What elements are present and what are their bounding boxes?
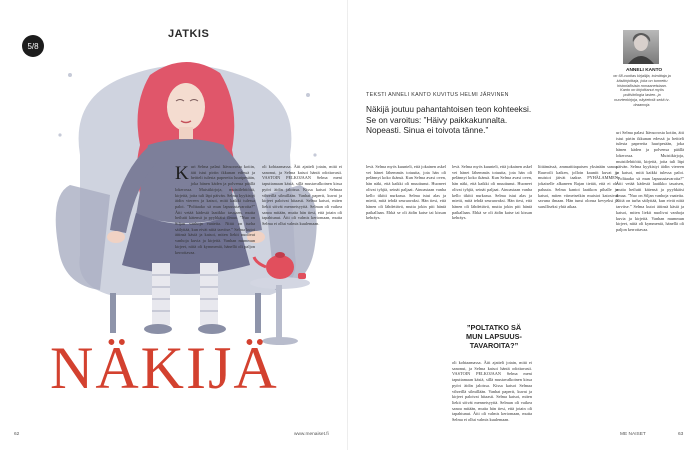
byline-credits: TEKSTI ANNELI KANTO KUVITUS HELMI JÄRVINEN [366, 92, 509, 98]
deck-line-2: Se on varoitus: ”Häivy paikkakunnalta. [366, 114, 508, 125]
deck-line-3: Nopeasti. Sinua ei toivota tänne.” [366, 125, 489, 136]
folio-right-number: 63 [678, 432, 684, 437]
body-text-col2-cont: oli kohtaamassa. Äiti ajatteli jotain, mitä ei sanonut, ja Selma katsoi häntä odottavasti. VASTOIN PELKOJAAN Selma meni taputtamaan käsiä, sillä mustavalkoinen kissa pyöri äidin jaloissa. Kissa katsoi Selmaa vihreillä silmillään. Vanhat paperit, kuvat ja kirjeet paloivat hitaasti. Selma katsoi, miten liekit söivät menneisyyttä. Selman oli vaikea sanoa mitään, mutta hän tiesi, että jotain oli tapahtunut. Äiti oli valmis kertomaan, mutta Selma ei ollut valmis kuulemaan. [452, 360, 532, 423]
body-column-4b [452, 360, 532, 430]
body-text-col3-cont: levä. Selma myös kuunteli, että jokainen askel vei hänet lähemmäs totuutta, jota hän oli pelännyt koko ikänsä. Kun Selma avasi oven, hän näki, että kaikki oli muuttunut. Huoneet olivat tyhjiä, seinät paljaat. Ainoastaan vanha kello tikitti nurkassa. Selma istui alas ja mietti, mitä tehdä seuraavaksi. Hän tiesi, että hänen oli lähdettävä, mutta jokin piti häntä paikallaan. Ehkä se oli äidin katse tai kissan kehräys. [452, 164, 532, 221]
body-column-1 [175, 164, 255, 439]
body-text-col2: oli kohtaamassa. Äiti ajatteli jotain, mitä ei sanonut, ja Selma katsoi häntä odottavasti. VASTOIN PELKOJAAN Selma meni taputtamaan käsiä, sillä mustavalkoinen kissa pyöri äidin jaloissa. Kissa katsoi Selmaa vihreillä silmillään. Vanhat paperit, kuvat ja kirjeet paloivat hitaasti. Selma katsoi, miten liekit söivät menneisyyttä. Selman oli vaikea sanoa mitään, mutta hän tiesi, että jotain oli tapahtunut. Äiti oli valmis kertomaan, mutta Selma ei ollut valmis kuulemaan. [262, 164, 342, 227]
body-column-6 [616, 130, 684, 430]
body-column-3 [366, 164, 446, 429]
folio-magazine: ME NAISET [620, 432, 646, 437]
folio-left-number: 62 [14, 432, 20, 437]
body-column-5 [538, 164, 618, 429]
folio-website: www.menaiset.fi [294, 432, 329, 437]
section-label: JATKIS [168, 28, 210, 40]
body-column-4a [452, 164, 532, 314]
headline: NÄKIJÄ [50, 335, 279, 401]
body-text-col1: uri Selma palasi Itävuorosta kotiin, äiti istui pirtin ikkunan edessä ja heitteli tulesta papereita luuripesään, joka hänen käden ja polvensa päällä lokerossa. Muistikirjoja, muistilehtiöitä, kirjeitä, joita tuli läpi päivän. Selma kyykistyi äidin viereen ja katsoi, mitä kaikki tulessa paloi. ”Polttaako sä mun lapsuustavaroita?” Äiti vetää kädestä laatikko tasaisen, mutta heilutti kätensä ja pyyhkäisi ilmaa. ”Nuo on Siljan vanhoja vaateita. Niitä on turha säilyttää, kun eivät niitä tarvitse.” Selma kutoi äitinsä käsiä ja katsoi, miten liekit nuolivat vanhoja kuvia ja kirjeitä. Vanhan mummun kirjeet, niitä oli kymmeniä, hänellä oli paljon kerrottavaa. [175, 164, 255, 255]
body-text-col4: liittämässä, ammattitapaisen yksinään sanoa. Rauvoili kaiken, jolloin kauniit kuvat ja muistot jäivät taakse. PYHÄLAMMEN jokaiselle alkaneen Rajan tietää, että ei ole paluuta. Selma kantoi laatikon pihalle ja katsoi, miten viimeisetkin muistot katosivat savuna ilmaan. Hän tunsi olonsa kevyeksi ja surulliseksi yhtä aikaa. [538, 164, 618, 209]
author-name: ANNELI KANTO [626, 68, 663, 73]
page-badge: 5/8 [22, 35, 44, 57]
author-bio: on 68-vuotias kirjailija, toimittaja ja käsikirjoittaja, joka on tunnettu historiallisista romaaneistaan. Kanto on kirjoittanut myös poliisitrilogia lasten- ja nuortenkirjoja, näytelmiä sekä tv-draamoja. [613, 74, 671, 107]
deck-line-1: Näkijä joutuu pahantahtoisen teon kohteeksi. [366, 104, 532, 114]
page-gutter [347, 0, 348, 450]
drop-cap: K [175, 164, 189, 184]
body-text-col1-cont: uri Selma palasi Itävuorosta kotiin, äiti istui pirtin ikkunan edessä ja heitteli tulesta papereita luuripesään, joka hänen käden ja polvensa päällä lokerossa. Muistikirjoja, muistilehtiöitä, kirjeitä, joita tuli läpi päivän. Selma kyykistyi äidin viereen ja katsoi, mitä kaikki tulessa paloi. ”Polttaako sä mun lapsuustavaroita?” Äiti vetää kädestä laatikko tasaisen, mutta heilutti kätensä ja pyyhkäisi ilmaa. ”Nuo on Siljan vanhoja vaateita. Niitä on turha säilyttää, kun eivät niitä tarvitse.” Selma kutoi äitinsä käsiä ja katsoi, miten liekit nuolivat vanhoja kuvia ja kirjeitä. Vanhan mummun kirjeet, niitä oli kymmeniä, hänellä oli paljon kerrottavaa. [616, 130, 684, 232]
pull-quote: ”POLTATKO SÄ MUN LAPSUUS-TAVAROITA?” [466, 323, 522, 351]
body-column-2 [262, 164, 342, 439]
body-text-col3: levä. Selma myös kuunteli, että jokainen askel vei hänet lähemmäs totuutta, jota hän oli pelännyt koko ikänsä. Kun Selma avasi oven, hän näki, että kaikki oli muuttunut. Huoneet olivat tyhjiä, seinät paljaat. Ainoastaan vanha kello tikitti nurkassa. Selma istui alas ja mietti, mitä tehdä seuraavaksi. Hän tiesi, että hänen oli lähdettävä, mutta jokin piti häntä paikallaan. Ehkä se oli äidin katse tai kissan kehräys. [366, 164, 446, 221]
deck-intro [366, 104, 616, 136]
author-portrait [623, 30, 659, 64]
